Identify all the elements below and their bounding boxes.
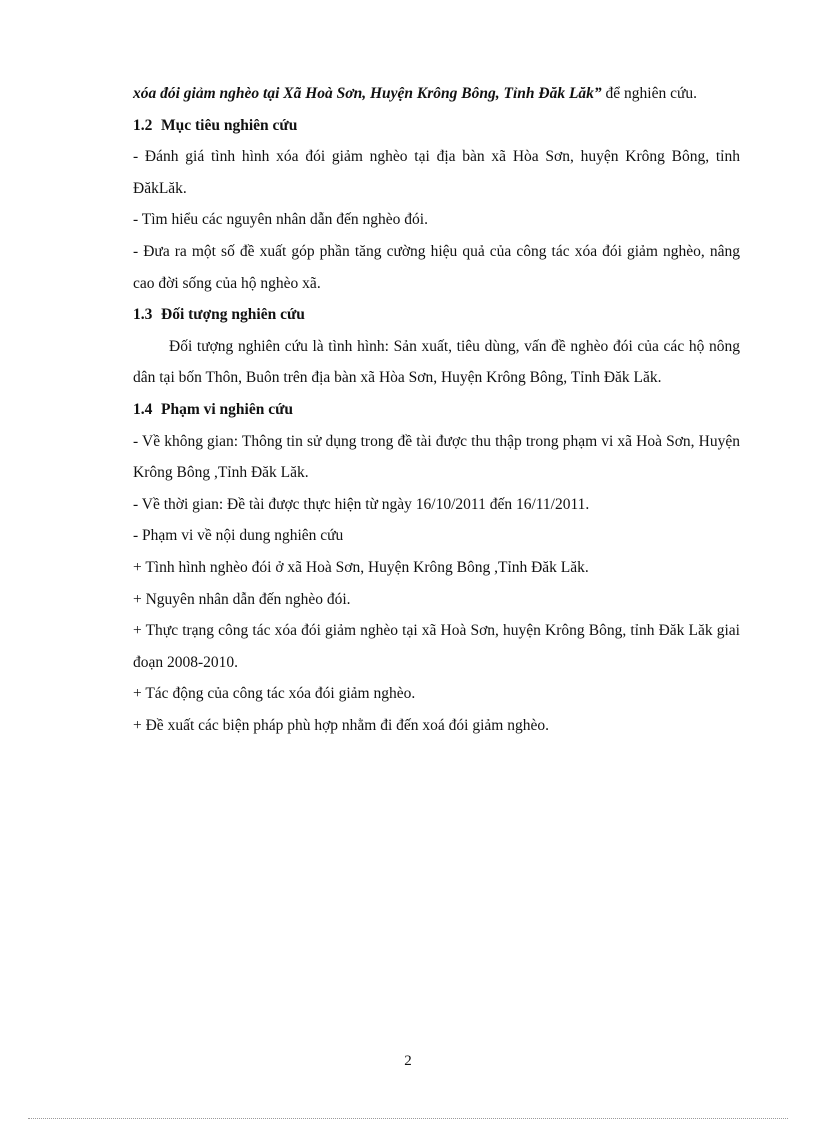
objective-item: - Tìm hiểu các nguyên nhân dẫn đến nghèo đói. [133, 211, 428, 229]
section-number: 1.3 [133, 306, 153, 324]
scope-item: + Nguyên nhân dẫn đến nghèo đói. [133, 590, 351, 608]
section-heading-objectives [133, 110, 740, 142]
section-number: 1.4 [133, 400, 153, 418]
subjects-paragraph: Đối tượng nghiên cứu là tình hình: Sản xuất, tiêu dùng, vấn đề nghèo đói của các hộ nông dân tại bốn Thôn, Buôn trên địa bàn xã Hòa Sơn, Huyện Krông Bông, Tỉnh Đăk Lăk. [133, 337, 740, 387]
footer-divider [28, 1118, 788, 1119]
section-number: 1.2 [133, 116, 153, 134]
section-title: Phạm vi nghiên cứu [161, 400, 294, 418]
scope-item: - Về thời gian: Đề tài được thực hiện từ ngày 16/10/2011 đến 16/11/2011. [133, 495, 590, 513]
study-title-tail: xóa đói giảm nghèo tại Xã Hoà Sơn, Huyện Krông Bông, Tỉnh Đăk Lăk” [133, 85, 602, 102]
scope-item: - Phạm vi về nội dung nghiên cứu [133, 527, 344, 545]
scope-item: + Thực trạng công tác xóa đói giảm nghèo tại xã Hoà Sơn, huyện Krông Bông, tỉnh Đăk Lăk giai đoạn 2008-2010. [133, 622, 740, 671]
objective-item: - Đánh giá tình hình xóa đói giảm nghèo tại địa bàn xã Hòa Sơn, huyện Krông Bông, tỉnh ĐăkLăk. [133, 148, 740, 197]
page-number: 2 [404, 1053, 412, 1069]
section-heading-subjects [133, 299, 740, 331]
scope-item: - Về không gian: Thông tin sử dụng trong đề tài được thu thập trong phạm vi xã Hoà Sơn, Huyện Krông Bông ,Tỉnh Đăk Lăk. [133, 432, 740, 482]
intro-tail-text: để nghiên cứu. [605, 85, 698, 102]
section-title: Mục tiêu nghiên cứu [161, 116, 298, 134]
scope-item: + Tác động của công tác xóa đói giảm nghèo. [133, 685, 416, 703]
section-heading-scope [133, 394, 740, 426]
section-title: Đối tượng nghiên cứu [161, 306, 305, 324]
scope-item: + Tình hình nghèo đói ở xã Hoà Sơn, Huyện Krông Bông ,Tỉnh Đăk Lăk. [133, 558, 589, 576]
intro-paragraph [133, 78, 740, 110]
document-body [133, 78, 740, 741]
objective-item: - Đưa ra một số đề xuất góp phần tăng cường hiệu quả của công tác xóa đói giảm nghèo, nâng cao đời sống của hộ nghèo xã. [133, 242, 740, 292]
scope-item: + Đề xuất các biện pháp phù hợp nhằm đi đến xoá đói giảm nghèo. [133, 716, 549, 734]
